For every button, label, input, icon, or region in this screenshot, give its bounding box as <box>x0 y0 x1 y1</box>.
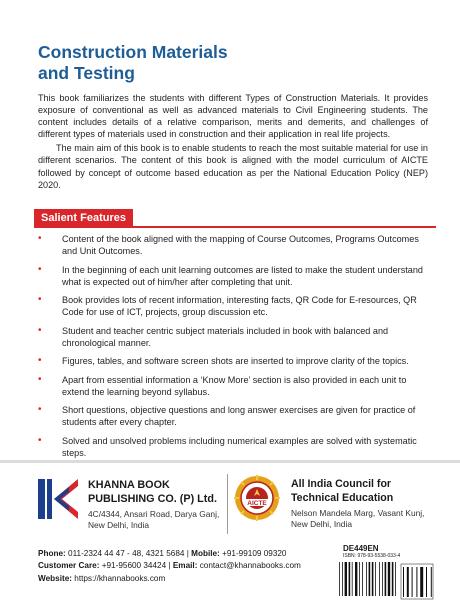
aicte-emblem-icon <box>233 474 281 522</box>
intro-paragraph-1: This book familiarizes the students with different Types of Construction Materials. It provides exposure of conventional as well as advanced materials to Civil Engineering students. The content includes details of a relative comparison, merits and demerits, and challenges of different types of materials used in construction and their application in real life projects. <box>38 93 428 140</box>
feature-item: • In the beginning of each unit learning outcomes are listed to make the student understand what is expected out of him/her after completing that unit. <box>38 263 423 287</box>
contact-info <box>38 548 301 585</box>
feature-item: • Student and teacher centric subject materials included in book with balanced and chronological manner. <box>38 324 389 348</box>
bullet-icon: • <box>38 324 42 336</box>
isbn-text: ISBN: 978-93-5538-033-4 <box>343 553 401 559</box>
intro-paragraph-2: The main aim of this book is to enable students to reach the most suitable material for use in different scenarios. The content of this book is aligned with the model curriculum of AICTE followed by concept of outcome based education as per the National Education Policy (NEP) 2020. <box>38 143 428 190</box>
website-link[interactable]: https://khannabooks.com <box>74 573 166 583</box>
publisher-address: 4C/4344, Ansari Road, Darya Ganj, New Delhi, India <box>88 509 220 530</box>
bullet-icon: • <box>38 263 42 275</box>
aicte-logo-text: AICTE <box>247 500 267 507</box>
book-title <box>38 42 228 84</box>
feature-item: • Content of the book aligned with the mapping of Course Outcomes, Programs Outcomes and Unit Outcomes. <box>38 233 419 257</box>
website-line: Website: https://khannabooks.com <box>38 573 166 583</box>
bullet-icon: • <box>38 434 42 446</box>
footer-vertical-divider <box>227 474 228 534</box>
bullet-icon: • <box>38 404 42 416</box>
product-code: DE449EN <box>343 544 379 553</box>
title-line-1: Construction Materials <box>38 42 228 62</box>
feature-item: • Apart from essential information a ‘Know More’ section is also provided in each unit to extend the learning beyond syllabus. <box>38 373 407 397</box>
title-line-2: and Testing <box>38 63 135 83</box>
barcode-icon <box>337 553 435 601</box>
bullet-icon: • <box>38 355 42 367</box>
salient-underline <box>34 226 436 228</box>
phone-line: Phone: 011-2324 44 47 - 48, 4321 5684 | Mobile: +91-99109 09320 <box>38 549 287 558</box>
email-link[interactable]: contact@khannabooks.com <box>199 561 301 571</box>
feature-item: • Book provides lots of recent information, interesting facts, QR Code for E-resources, QR Code for use of ICT, projects, group discussion etc. <box>38 294 417 318</box>
aicte-address: Nelson Mandela Marg, Vasant Kunj, New Delhi, India <box>291 508 425 529</box>
salient-features-heading: Salient Features <box>34 209 133 227</box>
bullet-icon: • <box>38 373 42 385</box>
aicte-name: All India Council for Technical Education <box>291 478 394 504</box>
khanna-k-logo-icon <box>37 478 81 520</box>
feature-item: • Figures, tables, and software screen shots are inserted to improve clarity of the topics. <box>38 355 409 367</box>
bullet-icon: • <box>38 233 42 244</box>
customer-care-line: Customer Care: +91-95600 34424 | Email: contact@khannabooks.com <box>38 561 301 571</box>
bullet-icon: • <box>38 294 42 306</box>
intro-text <box>38 92 428 191</box>
salient-features-list <box>36 233 428 466</box>
feature-item: • Short questions, objective questions and long answer exercises are given for practice of students after every chapter. <box>38 404 416 428</box>
publisher-name: KHANNA BOOK PUBLISHING CO. (P) Ltd. <box>88 479 217 505</box>
feature-item: • Solved and unsolved problems including numerical examples are solved with systematic steps. <box>38 434 417 459</box>
